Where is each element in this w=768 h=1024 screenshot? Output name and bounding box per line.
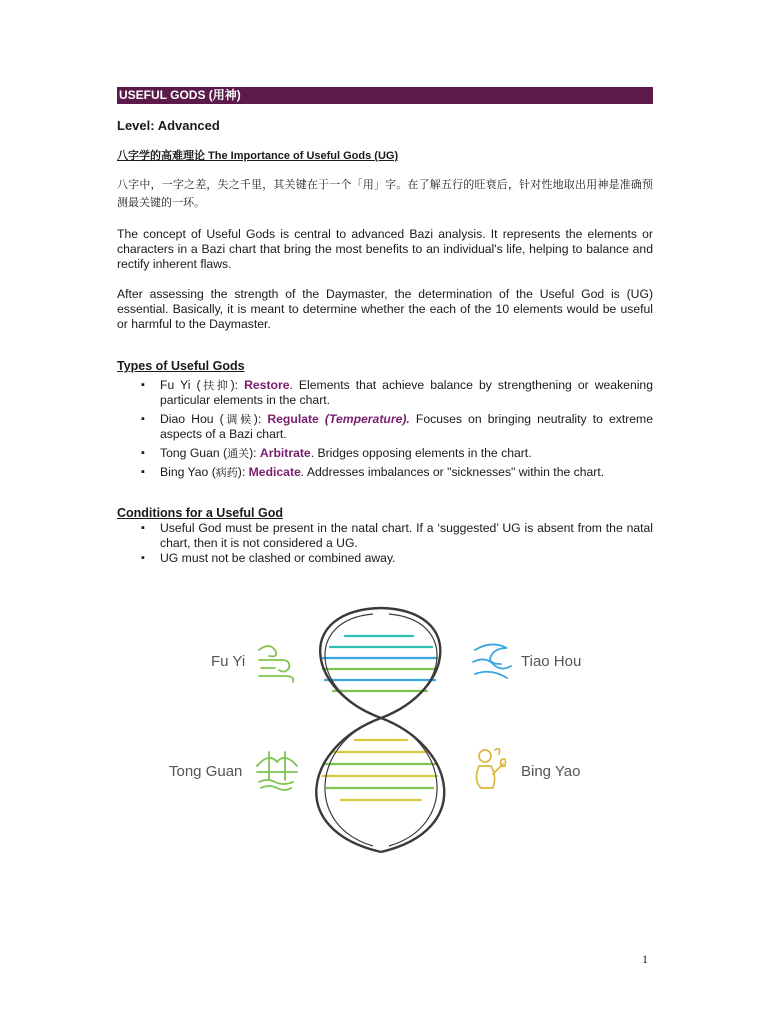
list-item: ▪ Useful God must be present in the natal chart. If a ‘suggested’ UG is absent from the natal chart, then it is not considered a UG. xyxy=(117,521,653,551)
list-item: ▪ Diao Hou (调候): Regulate (Temperature). Focuses on bringing neutrality to extreme aspects of a Bazi chart. xyxy=(117,412,653,442)
types-list xyxy=(117,378,653,484)
page-number: 1 xyxy=(642,952,648,966)
herb-person-icon xyxy=(476,749,505,788)
section-header-bar: USEFUL GODS (用神) xyxy=(117,87,653,104)
intro-paragraph: The concept of Useful Gods is central to advanced Bazi analysis. It represents the elements or characters in a Bazi chart that bring the most benefits to an individual's life, helping to balance and rectify inherent flaws. xyxy=(117,227,653,271)
dna-strands xyxy=(316,608,444,852)
chinese-term: 调候 xyxy=(223,413,254,426)
conditions-heading: Conditions for a Useful God xyxy=(117,506,283,520)
fu-yi-label: Fu Yi xyxy=(211,653,246,670)
level-heading: Level: Advanced xyxy=(117,118,220,133)
types-heading: Types of Useful Gods xyxy=(117,359,245,373)
tiao-hou-label: Tiao Hou xyxy=(521,653,582,670)
keyword: Medicate xyxy=(248,465,301,479)
chinese-term: 病药 xyxy=(215,466,238,479)
list-item: ▪ Bing Yao (病药): Medicate. Addresses imbalances or "sicknesses" within the chart. xyxy=(117,465,653,480)
chinese-term: 通关 xyxy=(227,447,250,460)
keyword-extra: (Temperature). xyxy=(324,412,410,426)
chinese-term: 扶抑 xyxy=(200,379,231,392)
dna-rungs-top xyxy=(323,636,437,691)
list-item: ▪ UG must not be clashed or combined away. xyxy=(117,551,653,566)
keyword: Arbitrate xyxy=(259,446,311,460)
keyword: Restore xyxy=(244,378,290,392)
wave-swirl-icon xyxy=(473,644,511,678)
list-item: ▪ Tong Guan (通关): Arbitrate. Bridges opposing elements in the chart. xyxy=(117,446,653,461)
chinese-paragraph: 八字中，一字之差，失之千里，其关键在于一个「用」字。在了解五行的旺衰后，针对性地取出用神是准确预测最关键的一环。 xyxy=(117,178,653,209)
bing-yao-label: Bing Yao xyxy=(521,763,581,780)
useful-gods-dna-diagram xyxy=(145,590,625,865)
dna-rungs-bottom xyxy=(323,740,437,800)
conditions-list xyxy=(117,521,653,566)
wind-icon xyxy=(259,646,293,682)
keyword: Regulate xyxy=(267,412,319,426)
list-item: ▪ Fu Yi (扶抑): Restore. Elements that achieve balance by strengthening or weakening particular elements in the chart. xyxy=(117,378,653,408)
subtitle: 八字学的高难理论 The Importance of Useful Gods (UG) xyxy=(117,150,399,162)
bridge-icon xyxy=(257,752,297,790)
daymaster-paragraph: After assessing the strength of the Daymaster, the determination of the Useful God is (UG) essential. Basically, it is meant to determine whether the each of the 10 elements would be useful or harmful to the Daymaster. xyxy=(117,287,653,331)
tong-guan-label: Tong Guan xyxy=(169,763,243,780)
